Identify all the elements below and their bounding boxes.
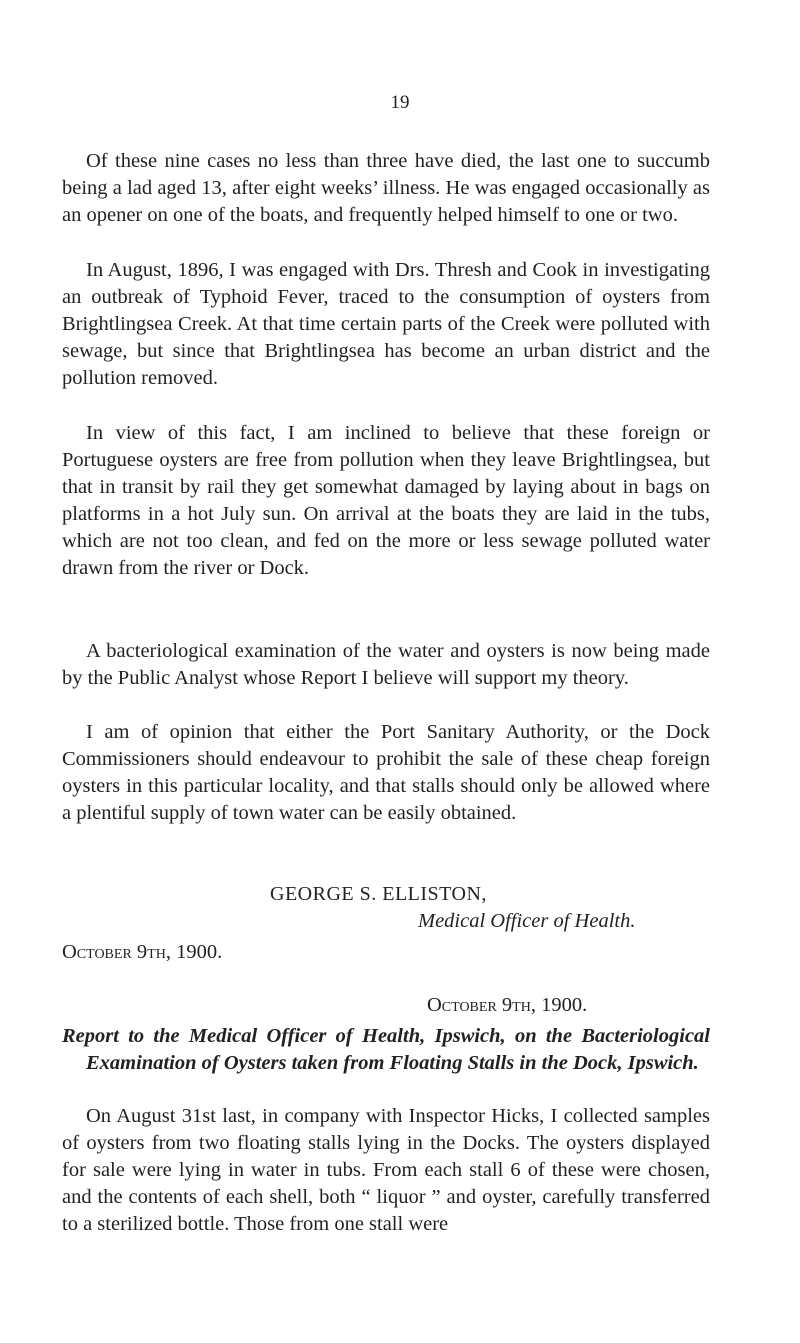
paragraph-2-block [62,257,710,392]
paragraph-4: A bacteriological examination of the water and oysters is now being made by the Public Analyst whose Report I believe will support my theory. [62,640,710,689]
paragraph-2: In August, 1896, I was engaged with Drs. Thresh and Cook in investigating an outbreak of Typhoid Fever, traced to the consumption of oysters from Brightlingsea Creek. At that time certain parts of the Creek were polluted with sewage, but since that Brightlingsea has become an urban district and the pollution removed. [62,259,710,389]
paragraph-4-block [62,638,710,692]
paragraph-5: I am of opinion that either the Port Sanitary Authority, or the Dock Commissioners should endeavour to prohibit the sale of these cheap foreign oysters in this particular locality, and that stalls should only be allowed where a plentiful supply of town water can be easily obtained. [62,721,710,824]
report-date: October 9th, 1900. [427,994,588,1016]
paragraph-1: Of these nine cases no less than three have died, the last one to succumb being a lad aged 13, after eight weeks’ illness. He was engaged occasionally as an opener on one of the boats, and frequently helped himself to one or two. [62,150,710,226]
paragraph-3: In view of this fact, I am inclined to believe that these foreign or Portuguese oysters are free from pollution when they leave Brightlingsea, but that in transit by rail they get somewhat damaged by laying about in bags on platforms in a hot July sun. On arrival at the boats they are laid in the tubs, which are not too clean, and fed on the more or less sewage polluted water drawn from the river or Dock. [62,422,710,579]
signature-date: October 9th, 1900. [62,941,223,963]
paragraph-1-block [62,148,710,229]
page-number: 19 [390,92,410,113]
report-body: On August 31st last, in company with Inspector Hicks, I collected samples of oysters from two floating stalls lying in the Docks. The oysters displayed for sale were lying in water in tubs. From each stall 6 of these were chosen, and the contents of each shell, both “ liquor ” and oyster, carefully transferred to a sterilized bottle. Those from one stall were [62,1105,710,1235]
paragraph-3-block [62,420,710,582]
report-title: Report to the Medical Officer of Health, Ipswich, on the Bacteriological Examination of Oysters taken from Floating Stalls in the Dock, Ipswich. [62,1025,710,1074]
signature-title: Medical Officer of Health. [418,910,636,932]
signature-name: GEORGE S. ELLISTON, [270,883,487,905]
paragraph-5-block [62,719,710,827]
